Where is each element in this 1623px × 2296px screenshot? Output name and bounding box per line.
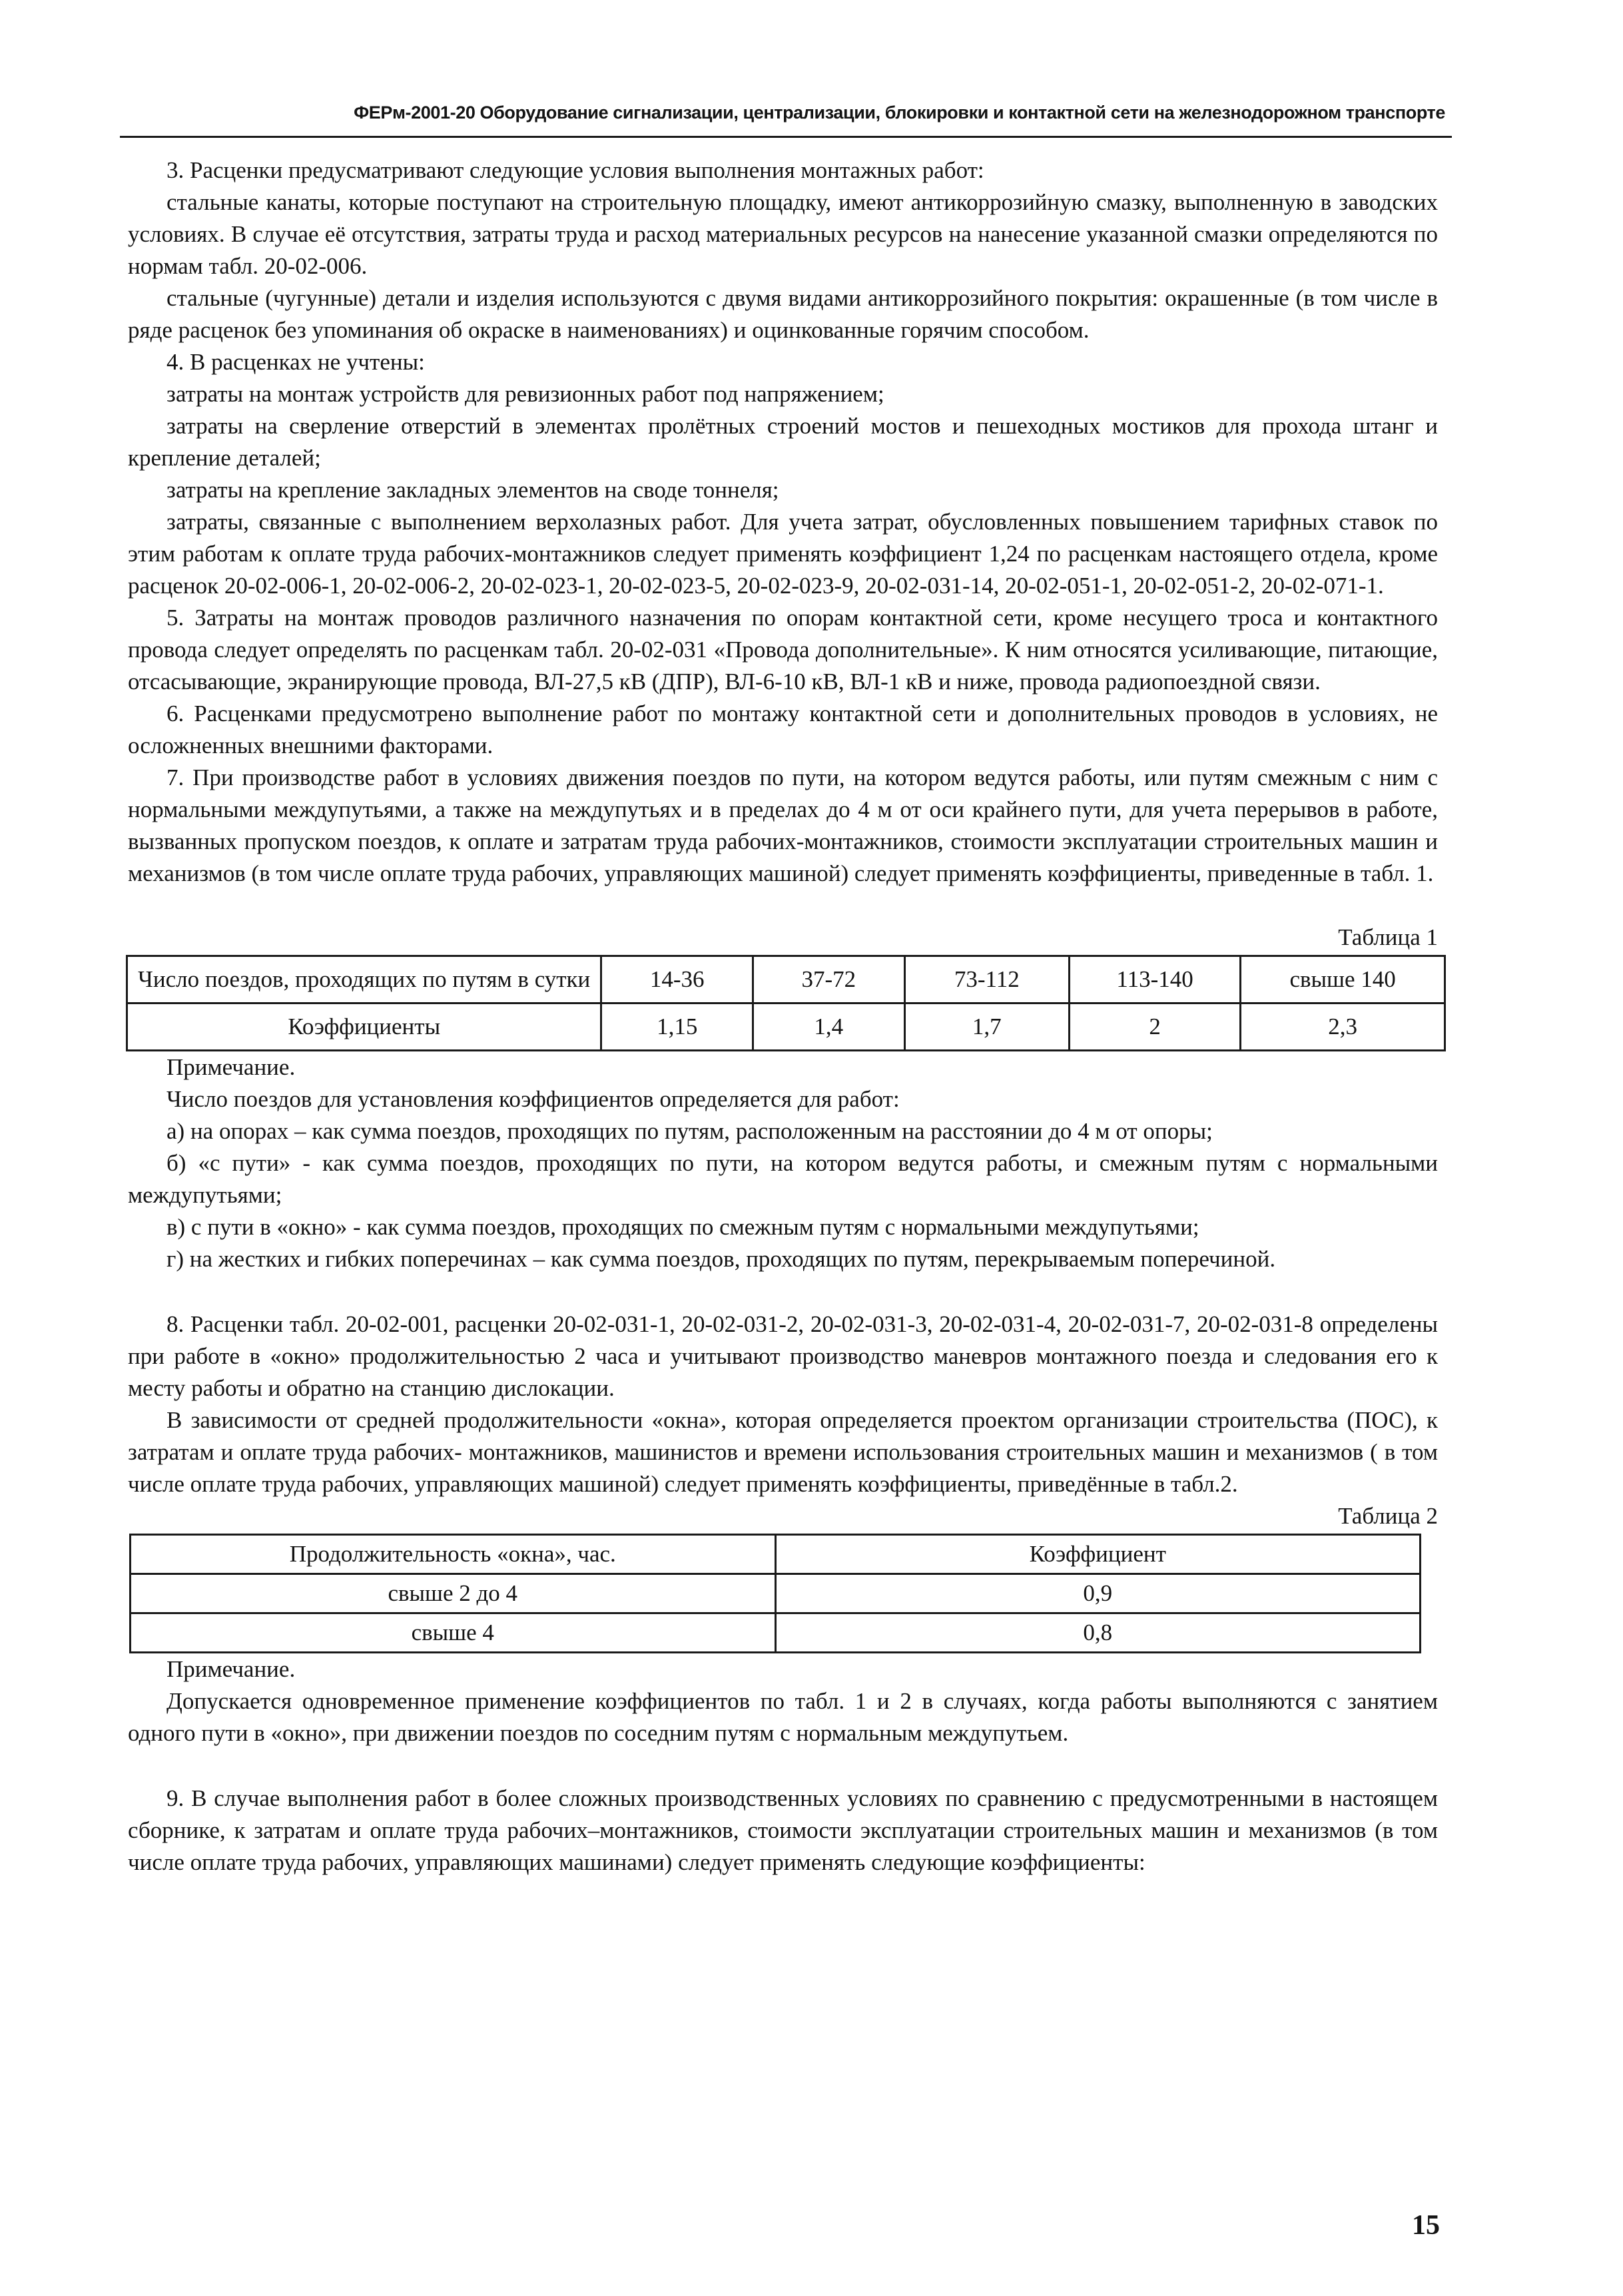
paragraph-3: 3. Расценки предусматривают следующие условия выполнения монтажных работ: [166,157,984,183]
table-cell: Коэффициенты [127,1004,601,1051]
running-header: ФЕРм-2001-20 Оборудование сигнализации, централизации, блокировки и контактной сети на железнодорожном транспорте [354,103,1445,123]
paragraph-4-item-1: затраты на монтаж устройств для ревизионных работ под напряжением; [166,381,884,407]
table-cell: 37-72 [753,956,905,1004]
spacer [128,890,1438,922]
table-row [127,1004,1445,1051]
paragraph-3-details: стальные (чугунные) детали и изделия используются с двумя видами антикоррозийного покрытия: окрашенные (в том числе в ряде расценок без упоминания об окраске в наименованиях) и оцинкованные горячим способом. [128,285,1438,343]
header-rule [120,136,1452,138]
table-row [131,1574,1421,1613]
paragraph-9: 9. В случае выполнения работ в более сложных производственных условиях по сравнению с предусмотренными в настоящем сборнике, к затратам и оплате труда рабочих–монтажников, стоимости эксплуатации строительных машин и механизмов (в том числе оплате труда рабочих, управляющих машинами) следует применять следующие коэффициенты: [128,1785,1438,1875]
table-cell: 2 [1069,1004,1240,1051]
note-1-line: а) на опорах – как сумма поездов, проходящих по путям, расположенным на расстоянии до 4 м от опоры; [166,1118,1213,1144]
table-1 [126,955,1446,1051]
table-row [127,956,1445,1004]
note-1-line: б) «с пути» - как сумма поездов, проходящих по пути, на котором ведутся работы, и смежным путям с нормальными междупутьями; [128,1150,1438,1208]
table-cell: 113-140 [1069,956,1240,1004]
paragraph-4-item-3: затраты на крепление закладных элементов на своде тоннеля; [166,477,779,503]
table-2 [129,1534,1421,1653]
table-cell: свыше 140 [1241,956,1445,1004]
paragraph-5: 5. Затраты на монтаж проводов различного назначения по опорам контактной сети, кроме несущего троса и контактного провода следует определять по расценкам табл. 20-02-031 «Провода дополнительные». К ним относятся усиливающие, питающие, отсасывающие, экранирующие провода, ВЛ-27,5 кВ (ДПР), ВЛ-6-10 кВ, ВЛ-1 кВ и ниже, провода радиопоездной связи. [128,605,1438,695]
paragraph-3-ropes: стальные канаты, которые поступают на строительную площадку, имеют антикоррозийную смазку, выполненную в заводских условиях. В случае её отсутствия, затраты труда и расход материальных ресурсов на нанесение указанной смазки определяются по нормам табл. 20-02-006. [128,189,1438,279]
paragraph-8: 8. Расценки табл. 20-02-001, расценки 20-02-031-1, 20-02-031-2, 20-02-031-3, 20-02-031-4, 20-02-031-7, 20-02-031-8 определены при работе в «окно» продолжительностью 2 часа и учитывают производство маневров монтажного поезда и следования его к месту работы и обратно на станцию дислокации. [128,1311,1438,1401]
paragraph-7: 7. При производстве работ в условиях движения поездов по пути, на котором ведутся работы, или путям смежным с ним с нормальными междупутьями, а также на междупутьях и в пределах до 4 м от оси крайнего пути, для учета перерывов в работе, вызванных пропуском поездов, к оплате и затратам труда рабочих-монтажников, стоимости эксплуатации строительных машин и механизмов (в том числе оплате труда рабочих, управляющих машиной) следует применять коэффициенты, приведенные в табл. 1. [128,764,1438,886]
note-1-line: в) с пути в «окно» - как сумма поездов, проходящих по смежным путям с нормальными междупутьями; [166,1214,1199,1240]
table-cell: 0,9 [775,1574,1421,1613]
note-2-text: Допускается одновременное применение коэффициентов по табл. 1 и 2 в случаях, когда работы выполняются с занятием одного пути в «окно», при движении поездов по соседним путям с нормальным междупутьем. [128,1688,1438,1746]
table-cell: 1,7 [904,1004,1069,1051]
table-header-cell: Продолжительность «окна», час. [131,1535,776,1574]
table-cell: свыше 2 до 4 [131,1574,776,1613]
table-cell: 2,3 [1241,1004,1445,1051]
table-cell: 0,8 [775,1613,1421,1653]
table-cell: свыше 4 [131,1613,776,1653]
spacer [128,1275,1438,1308]
document-body [128,154,1438,1878]
table-cell: 1,15 [601,1004,753,1051]
spacer [128,1749,1438,1783]
table-cell: Число поездов, проходящих по путям в сутки [127,956,601,1004]
table-cell: 14-36 [601,956,753,1004]
paragraph-4-item-4: затраты, связанные с выполнением верхолазных работ. Для учета затрат, обусловленных повышением тарифных ставок по этим работам к оплате труда рабочих-монтажников следует применять коэффициент 1,24 по расценкам настоящего отдела, кроме расценок 20-02-006-1, 20-02-006-2, 20-02-023-1, 20-02-023-5, 20-02-023-9, 20-02-031-14, 20-02-051-1, 20-02-051-2, 20-02-071-1. [128,509,1438,599]
table-row [131,1535,1421,1574]
note-1-title: Примечание. [166,1054,296,1080]
paragraph-6: 6. Расценками предусмотрено выполнение работ по монтажу контактной сети и дополнительных проводов в условиях, не осложненных внешними факторами. [128,701,1438,758]
table-1-caption: Таблица 1 [1338,924,1438,950]
table-2-caption: Таблица 2 [1338,1503,1438,1529]
page-number: 15 [1412,2210,1440,2241]
note-1-line: Число поездов для установления коэффициентов определяется для работ: [166,1086,900,1112]
table-cell: 1,4 [753,1004,905,1051]
paragraph-4: 4. В расценках не учтены: [166,349,425,375]
paragraph-8-window: В зависимости от средней продолжительности «окна», которая определяется проектом организации строительства (ПОС), к затратам и оплате труда рабочих- монтажников, машинистов и времени использования строительных машин и механизмов ( в том числе оплате труда рабочих, управляющих машиной) следует применять коэффициенты, приведённые в табл.2. [128,1407,1438,1497]
note-2-title: Примечание. [166,1656,296,1682]
note-1-line: г) на жестких и гибких поперечинах – как сумма поездов, проходящих по путям, перекрываемым поперечиной. [166,1246,1276,1272]
table-header-cell: Коэффициент [775,1535,1421,1574]
table-row [131,1613,1421,1653]
table-cell: 73-112 [904,956,1069,1004]
paragraph-4-item-2: затраты на сверление отверстий в элементах пролётных строений мостов и пешеходных мостиков для прохода штанг и крепление деталей; [128,413,1438,471]
